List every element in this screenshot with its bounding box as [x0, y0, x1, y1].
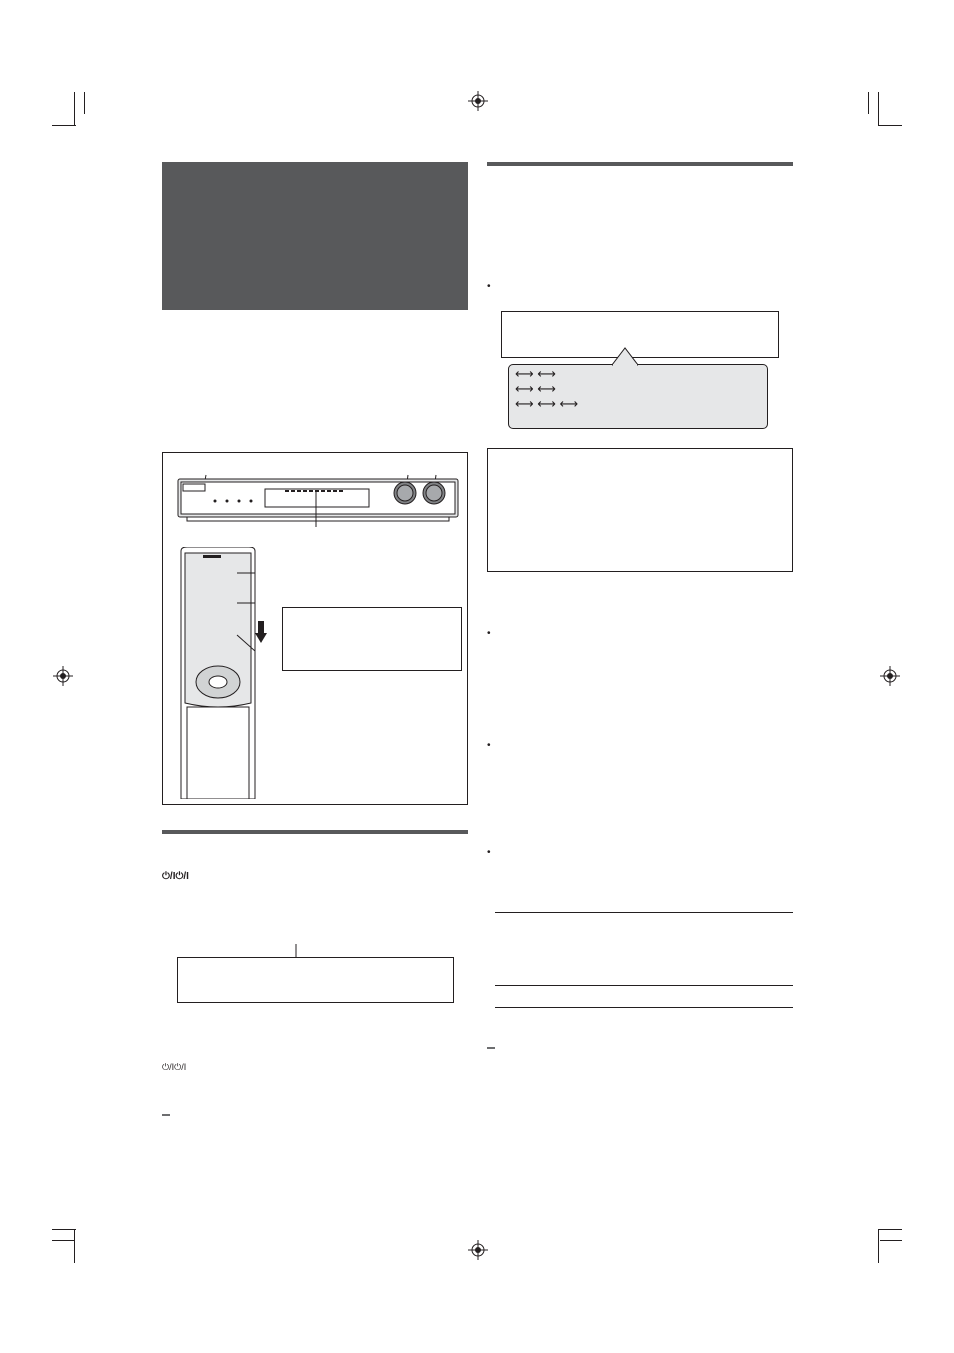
- note-badge: [162, 1114, 170, 1116]
- mode-selector-arrow-icon: [255, 621, 267, 643]
- cycle-row: [515, 381, 556, 397]
- mode-row: [495, 913, 793, 986]
- crop-mark: [52, 1229, 76, 1230]
- double-arrow-icon: ⟷: [559, 396, 579, 411]
- crop-mark: [868, 92, 869, 114]
- double-arrow-icon: ⟷: [515, 366, 534, 381]
- crop-mark: [74, 1229, 75, 1263]
- power-icon: ⏻/I: [175, 871, 189, 882]
- receiver-display: [177, 957, 454, 1003]
- crop-mark: [880, 1240, 902, 1241]
- receiver-display: [501, 311, 779, 358]
- mode-row: [495, 986, 793, 1008]
- crop-mark: [878, 1229, 902, 1230]
- crop-mark: [84, 92, 85, 114]
- cycle-row: [515, 366, 556, 382]
- registration-target-icon: [880, 666, 900, 686]
- crop-mark: [74, 92, 75, 126]
- power-icon: ⏻/I: [162, 871, 176, 882]
- step1-instruction: [162, 867, 462, 885]
- registration-target-icon: [53, 666, 73, 686]
- standby-body: [162, 1061, 462, 1074]
- crop-mark: [878, 92, 879, 126]
- double-arrow-icon: ⟷: [537, 366, 556, 381]
- leader-line: [313, 491, 319, 527]
- source-cycle-box: [508, 364, 768, 429]
- figure-box: [162, 452, 468, 805]
- registration-target-icon: [468, 1240, 488, 1260]
- crop-mark: [52, 125, 76, 126]
- note-badge: [487, 1047, 495, 1049]
- power-icon: ⏻/I: [174, 1062, 187, 1072]
- step1-rule: [162, 830, 468, 834]
- input-mode-table: [495, 912, 793, 1008]
- power-icon: ⏻/I: [162, 1062, 175, 1072]
- title-banner: [162, 162, 468, 310]
- double-arrow-icon: ⟷: [537, 381, 556, 396]
- callout-leaders: [223, 563, 263, 663]
- step2-rule: [487, 162, 793, 166]
- cycle-row: [515, 396, 578, 412]
- crop-mark: [878, 1229, 879, 1263]
- double-arrow-icon: ⟷: [537, 396, 556, 411]
- crop-mark: [878, 125, 902, 126]
- crop-mark: [52, 1240, 74, 1241]
- double-arrow-icon: ⟷: [515, 381, 534, 396]
- mode-selector-note: [282, 607, 462, 671]
- source-table: [487, 448, 793, 572]
- double-arrow-icon: ⟷: [515, 396, 534, 411]
- callout-pointer: [612, 347, 638, 366]
- registration-target-icon: [468, 91, 488, 111]
